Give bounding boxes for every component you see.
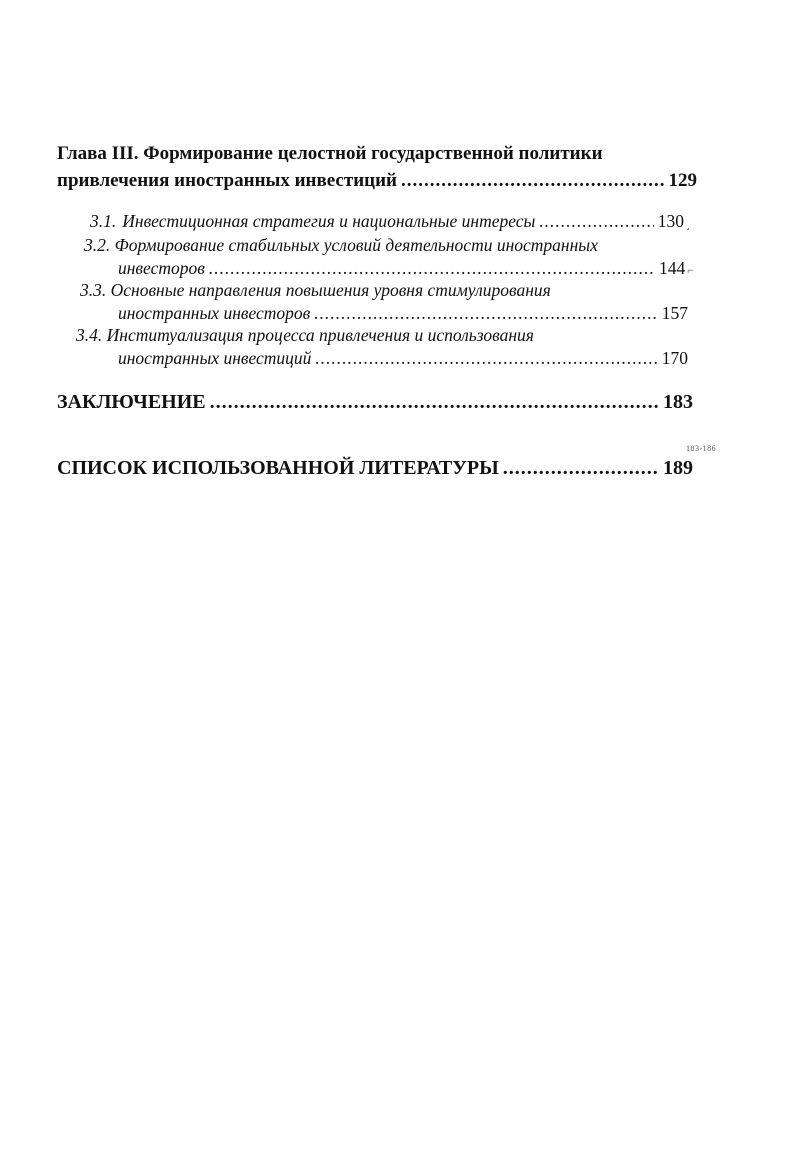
chapter-3-line-2 — [57, 167, 697, 194]
chapter-3-line-1 — [57, 140, 697, 167]
toc-entry-3-2-title: Формирование стабильных условий деятельности иностранных — [114, 235, 598, 255]
leader-dots — [314, 302, 657, 325]
toc-entry-3-3-page-number: 157 — [661, 303, 688, 323]
toc-entry-3-2-line-1 — [84, 234, 694, 257]
leader-dots — [539, 210, 653, 233]
toc-entry-3-1-number: 3.1. — [90, 211, 117, 231]
toc-entry-3-1-line — [90, 210, 690, 235]
toc-entry-3-3-title-cont: иностранных инвесторов — [118, 303, 311, 323]
chapter-3-page-number: 129 — [668, 170, 697, 191]
toc-entry-3-2-page-number: 144 — [658, 258, 686, 278]
toc-entry-conclusion — [57, 389, 693, 415]
toc-entry-3-4-line-1 — [76, 324, 688, 347]
leader-dots — [401, 167, 665, 194]
toc-entry-3-3-title: Основные направления повышения уровня стимулирования — [110, 280, 551, 300]
toc-entry-3-2-title-cont: инвесторов — [118, 258, 205, 278]
toc-entry-3-3 — [80, 279, 688, 325]
toc-entry-3-3-number: 3.3. — [80, 280, 107, 300]
toc-entry-3-4-line-2 — [76, 347, 688, 370]
toc-entry-3-1 — [90, 210, 690, 235]
toc-entry-3-3-line-2 — [80, 302, 688, 325]
leader-dots — [210, 389, 659, 415]
toc-entry-references — [57, 455, 693, 481]
toc-entry-3-4-number: 3.4. — [76, 325, 103, 345]
conclusion-label: ЗАКЛЮЧЕНИЕ — [57, 391, 206, 413]
leader-dots — [315, 347, 657, 370]
toc-entry-3-4-title-cont: иностранных инвестиций — [118, 348, 312, 368]
handwritten-mark: ⌐ — [687, 263, 694, 277]
toc-entry-3-2-number: 3.2. — [84, 235, 111, 255]
chapter-3-title-line-2: привлечения иностранных инвестиций — [57, 170, 397, 191]
toc-entry-3-4-page-number: 170 — [661, 348, 688, 368]
references-page-number: 189 — [663, 457, 693, 479]
conclusion-page-number: 183 — [663, 391, 693, 413]
handwritten-mark: ˼ — [686, 216, 690, 230]
chapter-3-heading — [57, 140, 697, 194]
toc-entry-3-1-page-number: 130 — [657, 211, 684, 231]
toc-entry-references-line — [57, 455, 693, 481]
leader-dots — [503, 455, 659, 481]
toc-entry-3-3-line-1 — [80, 279, 688, 302]
handwritten-margin-note: 183-186 — [686, 444, 717, 453]
references-label: СПИСОК ИСПОЛЬЗОВАННОЙ ЛИТЕРАТУРЫ — [57, 457, 499, 479]
toc-entry-3-4-title: Институализация процесса привлечения и использования — [106, 325, 534, 345]
toc-entry-3-1-title: Инвестиционная стратегия и национальные интересы — [122, 211, 536, 231]
chapter-3-title-line-1: Глава III. Формирование целостной государственной политики — [57, 143, 603, 164]
toc-entry-conclusion-line — [57, 389, 693, 415]
toc-entry-3-2 — [84, 234, 694, 282]
leader-dots — [209, 257, 655, 280]
toc-entry-3-4 — [76, 324, 688, 370]
